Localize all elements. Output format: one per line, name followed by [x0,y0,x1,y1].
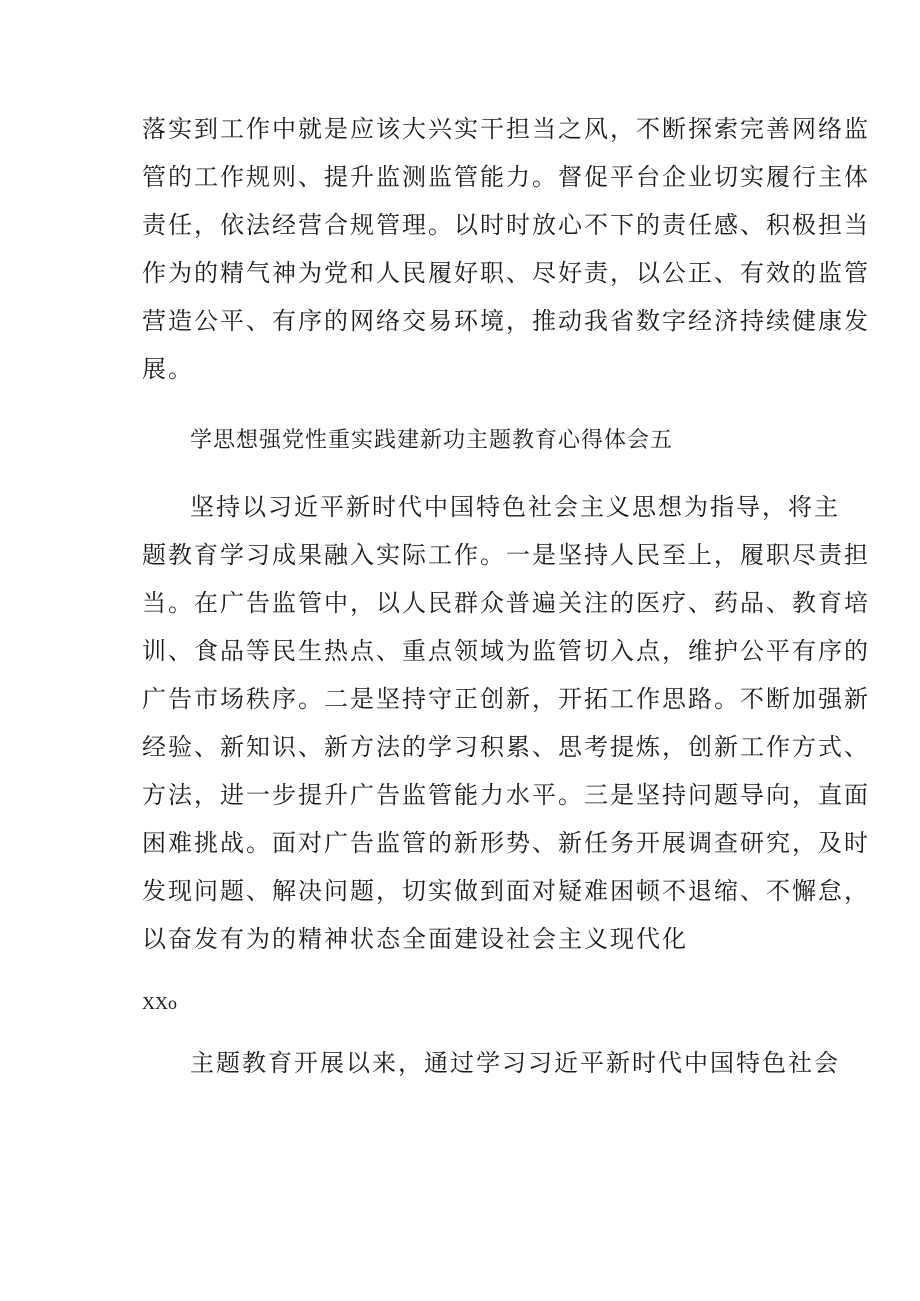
paragraph-1-line-4: 作为的精气神为党和人民履好职、尽好责，以公正、有效的监管 [142,259,870,287]
paragraph-1-line-2: 管的工作规则、提升监测监管能力。督促平台企业切实履行主体 [142,163,870,191]
paragraph-2-line-9: 发现问题、解决问题，切实做到面对疑难困顿不退缩、不懈怠， [142,877,870,905]
section-title: 学思想强党性重实践建新功主题教育心得体会五 [190,428,674,453]
paragraph-2-line-10: 以奋发有为的精神状态全面建设社会主义现代化 [142,925,688,953]
paragraph-2-line-8: 困难挑战。面对广告监管的新形势、新任务开展调查研究，及时 [142,829,870,857]
paragraph-1-line-6: 展。 [142,355,194,383]
paragraph-2-line-2: 题教育学习成果融入实际工作。一是坚持人民至上，履职尽责担 [142,541,870,569]
paragraph-1-line-3: 责任，依法经营合规管理。以时时放心不下的责任感、积极担当 [142,211,870,239]
paragraph-1-line-1: 落实到工作中就是应该大兴实干担当之风，不断探索完善网络监 [142,115,870,143]
text-fragment: XXo [142,993,177,1013]
paragraph-2-line-6: 经验、新知识、新方法的学习积累、思考提炼，创新工作方式、 [142,733,870,761]
paragraph-3-line-1: 主题教育开展以来，通过学习习近平新时代中国特色社会 [190,1049,840,1077]
paragraph-2-line-4: 训、食品等民生热点、重点领域为监管切入点，维护公平有序的 [142,637,870,665]
paragraph-2-line-3: 当。在广告监管中，以人民群众普遍关注的医疗、药品、教育培 [142,589,870,617]
paragraph-2-line-7: 方法，进一步提升广告监管能力水平。三是坚持问题导向，直面 [142,781,870,809]
paragraph-1-line-5: 营造公平、有序的网络交易环境，推动我省数字经济持续健康发 [142,307,870,335]
paragraph-2-line-5: 广告市场秩序。二是坚持守正创新，开拓工作思路。不断加强新 [142,685,870,713]
paragraph-2-line-1: 坚持以习近平新时代中国特色社会主义思想为指导，将主 [190,493,840,521]
